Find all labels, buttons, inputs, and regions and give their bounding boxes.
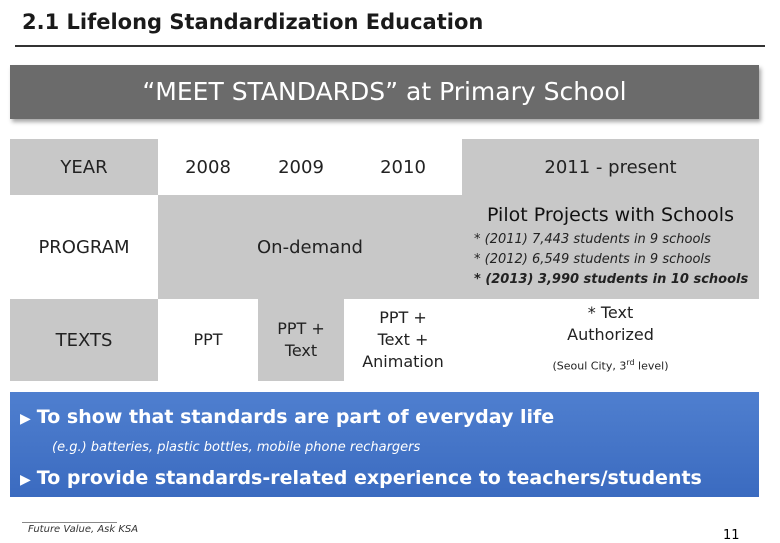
footer-logo: Future Value, Ask KSA bbox=[28, 524, 139, 535]
footer-divider bbox=[22, 522, 117, 523]
texts-2010-line3: Animation bbox=[362, 352, 444, 371]
texts-present-line1: * Text bbox=[587, 303, 634, 323]
pilot-projects-title: Pilot Projects with Schools bbox=[487, 204, 734, 226]
goal-bullet-1 bbox=[20, 406, 554, 428]
texts-2010-line1: PPT + bbox=[379, 308, 427, 327]
goal-text-2: To provide standards-related experience to teachers/students bbox=[36, 467, 702, 489]
pilot-line-2012: * (2012) 6,549 students in 9 schools bbox=[474, 252, 711, 267]
title-divider bbox=[15, 45, 765, 47]
slide-title: 2.1 Lifelong Standardization Education bbox=[22, 10, 484, 34]
header-2009: 2009 bbox=[278, 156, 324, 178]
texts-2009-line1: PPT + bbox=[277, 319, 325, 338]
page-number: 11 bbox=[723, 528, 740, 543]
texts-present-note-prefix: (Seoul City, 3 bbox=[552, 359, 627, 373]
pilot-line-2011: * (2011) 7,443 students in 9 schools bbox=[474, 232, 711, 247]
triangle-bullet-icon: ▶ bbox=[20, 472, 31, 488]
texts-present-note-sup: rd bbox=[626, 358, 635, 368]
goal-note-1: (e.g.) batteries, plastic bottles, mobile phone rechargers bbox=[52, 440, 421, 455]
goal-text-1: To show that standards are part of everyday life bbox=[36, 406, 555, 428]
program-label: PROGRAM bbox=[38, 236, 130, 258]
program-pilot-projects bbox=[462, 195, 759, 299]
texts-2011-present bbox=[462, 299, 759, 381]
program-on-demand: On-demand bbox=[158, 195, 462, 299]
texts-2008: PPT bbox=[193, 330, 223, 349]
header-2010: 2010 bbox=[380, 156, 426, 178]
texts-present-note bbox=[552, 352, 668, 378]
texts-2009-line2: Text bbox=[284, 341, 318, 360]
goal-bullet-2 bbox=[20, 467, 702, 489]
goals-box bbox=[10, 392, 759, 497]
texts-2010 bbox=[344, 299, 462, 381]
triangle-bullet-icon: ▶ bbox=[20, 411, 31, 427]
texts-label: TEXTS bbox=[10, 299, 158, 381]
program-table bbox=[10, 139, 759, 381]
header-2011-present: 2011 - present bbox=[462, 139, 759, 195]
texts-2009 bbox=[258, 299, 344, 381]
texts-present-note-suffix: level) bbox=[634, 359, 669, 373]
texts-present-line2: Authorized bbox=[567, 325, 654, 345]
texts-2010-line2: Text + bbox=[377, 330, 429, 349]
banner-heading: “MEET STANDARDS” at Primary School bbox=[10, 65, 759, 119]
header-year: YEAR bbox=[10, 139, 158, 195]
header-2008: 2008 bbox=[185, 156, 231, 178]
pilot-line-2013: * (2013) 3,990 students in 10 schools bbox=[474, 272, 749, 287]
